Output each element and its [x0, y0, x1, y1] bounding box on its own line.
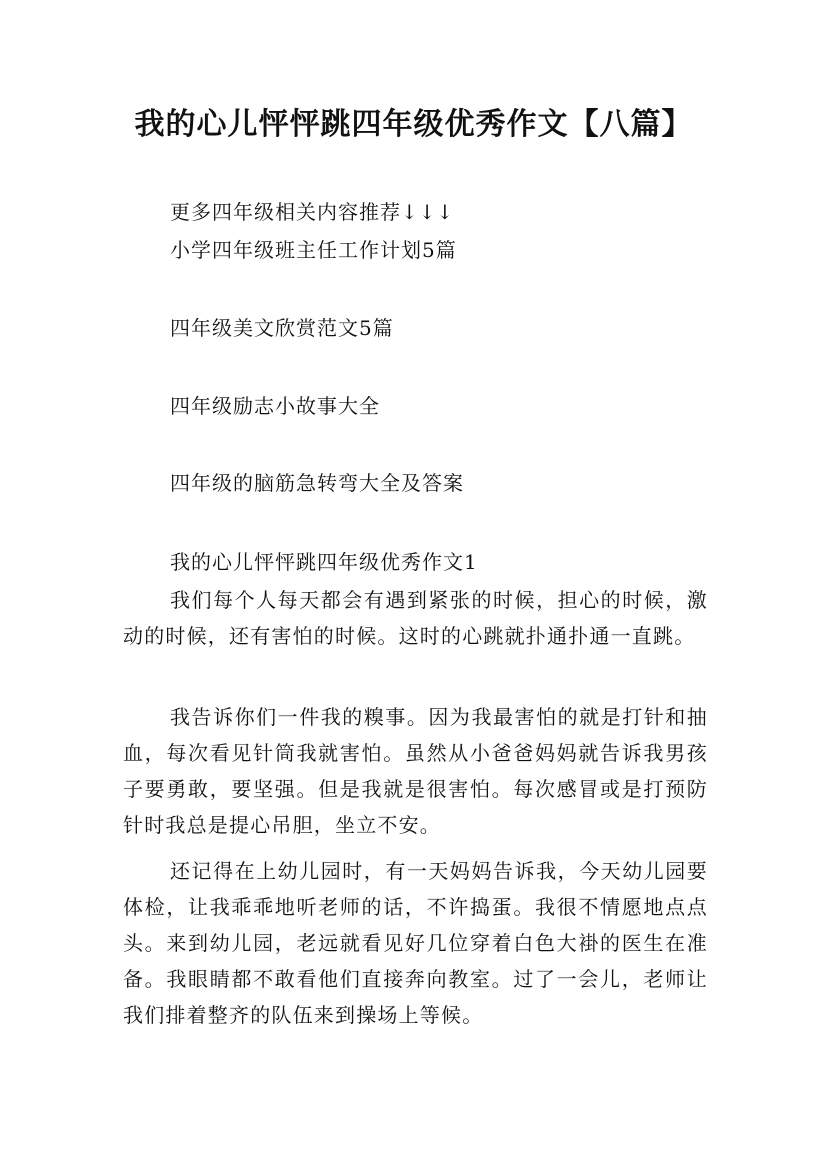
- essay-heading: 我的心儿怦怦跳四年级优秀作文1: [170, 550, 478, 574]
- essay-paragraph-1: 我们每个人每天都会有遇到紧张的时候，担心的时候，激动的时候，还有害怕的时候。这时的心跳就扑通扑通一直跳。: [123, 588, 708, 648]
- recommend-link-1[interactable]: 小学四年级班主任工作计划5篇: [170, 238, 457, 262]
- recommend-link-2[interactable]: 四年级美文欣赏范文5篇: [170, 316, 394, 340]
- recommend-link-3[interactable]: 四年级励志小故事大全: [170, 394, 380, 418]
- recommend-link-4[interactable]: 四年级的脑筋急转弯大全及答案: [170, 471, 464, 495]
- essay-paragraph-2: 我告诉你们一件我的糗事。因为我最害怕的就是打针和抽血，每次看见针筒我就害怕。虽然从小爸爸妈妈就告诉我男孩子要勇敢，要坚强。但是我就是很害怕。每次感冒或是打预防针时我总是提心吊胆，坐立不安。: [123, 705, 708, 837]
- recommend-heading: 更多四年级相关内容推荐↓↓↓: [170, 200, 455, 224]
- document-title: 我的心儿怦怦跳四年级优秀作文【八篇】: [134, 107, 693, 142]
- essay-paragraph-3: 还记得在上幼儿园时，有一天妈妈告诉我，今天幼儿园要体检，让我乖乖地听老师的话，不许捣蛋。我很不情愿地点点头。来到幼儿园，老远就看见好几位穿着白色大褂的医生在准备。我眼睛都不敢看他们直接奔向教室。过了一会儿，老师让我们排着整齐的队伍来到操场上等候。: [123, 859, 708, 1027]
